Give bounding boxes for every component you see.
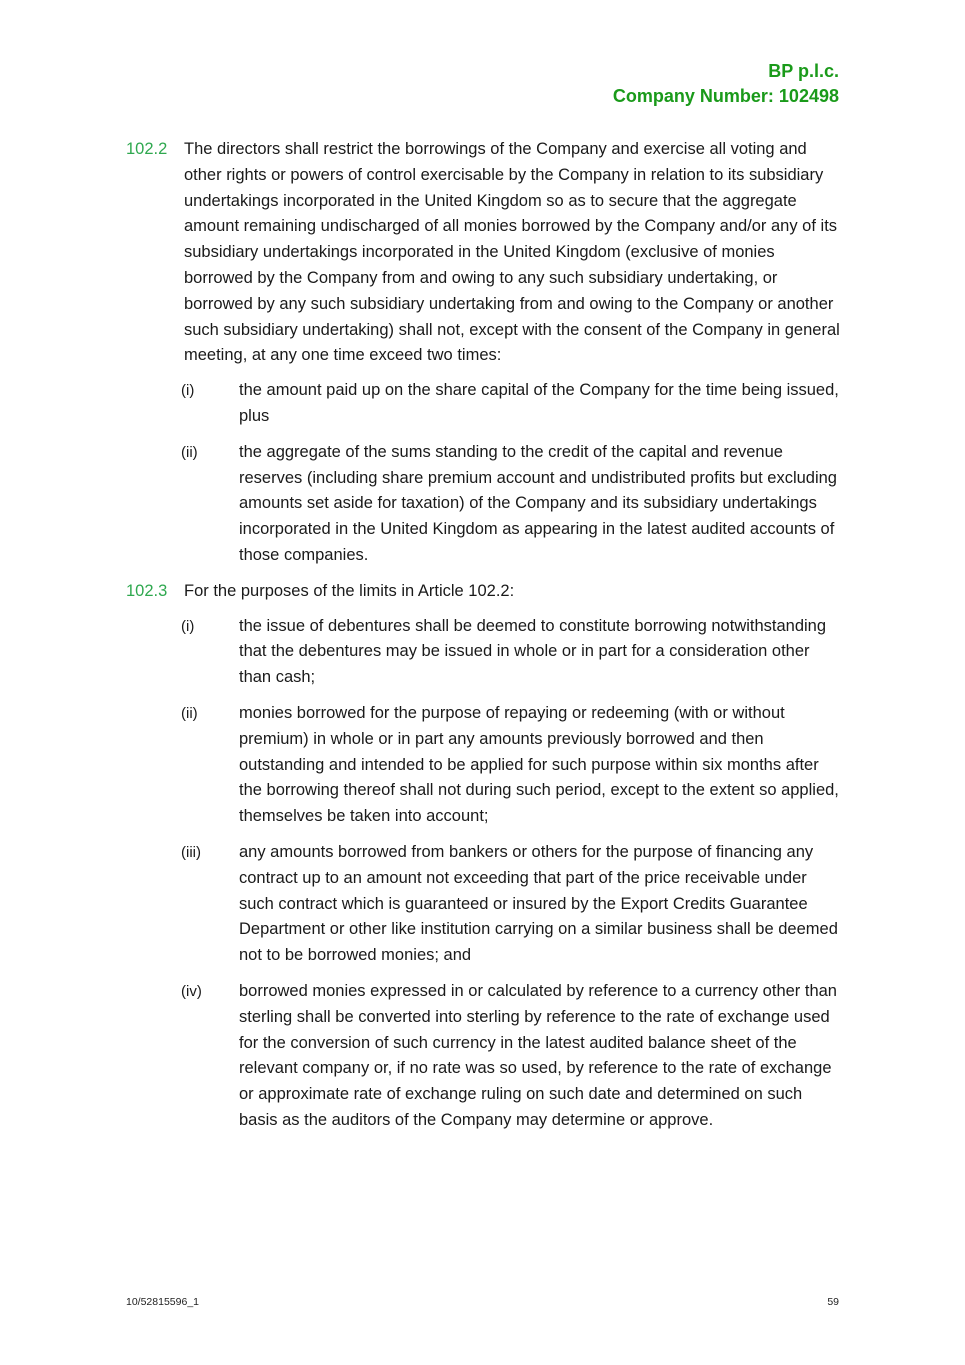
item-number: (ii)	[181, 443, 198, 461]
list-item	[126, 614, 844, 691]
clause-number: 102.2	[126, 140, 168, 158]
document-reference: 10/52815596_1	[126, 1296, 199, 1308]
item-text: the amount paid up on the share capital of the Company for the time being issued, plus	[239, 381, 839, 425]
clause-number: 102.3	[126, 581, 168, 600]
item-text: the issue of debentures shall be deemed to constitute borrowing notwithstanding that the debentures may be issued in whole or in part for a consideration other than cash;	[239, 616, 827, 687]
clause-text: The directors shall restrict the borrowings of the Company and exercise all voting and other rights or powers of control exercisable by the Company in relation to its subsidiary undertakings incorporated in the United Kingdom so as to secure that the aggregate amount remaining undischarged of all monies borrowed by the Company and/or any of its subsidiary undertakings incorporated in the United Kingdom (exclusive of monies borrowed by the Company from and owing to any such subsidiary undertaking, or borrowed by any such subsidiary undertaking from and owing to the Company or another such subsidiary undertaking) shall not, except with the consent of the Company in general meeting, at any one time exceed two times:	[184, 140, 840, 365]
company-number: Company Number: 102498	[612, 86, 839, 106]
item-text: monies borrowed for the purpose of repaying or redeeming (with or without premium) in whole or in part any amounts previously borrowed and then outstanding and intended to be applied for such purpose within six months after the borrowing thereof shall not during such period, except to the extent so applied, themselves be taken into account;	[239, 703, 839, 826]
item-number: (ii)	[181, 704, 198, 722]
clause-102-2	[126, 137, 844, 369]
list-item	[126, 979, 844, 1134]
company-name: BP p.l.c.	[768, 61, 839, 81]
item-number: (iii)	[181, 843, 201, 861]
item-text: borrowed monies expressed in or calculated by reference to a currency other than sterling shall be converted into sterling by reference to the rate of exchange used for the conversion of such currency in the latest audited balance sheet of the relevant company or, if no rate was so used, by reference to the rate of exchange or approximate rate of exchange ruling on such date and determined on such basis as the auditors of the Company may determine or approve.	[239, 981, 837, 1129]
clause-text: For the purposes of the limits in Article 102.2:	[184, 581, 515, 600]
list-item	[126, 378, 844, 430]
page-header	[613, 59, 839, 109]
item-number: (i)	[181, 382, 195, 400]
item-number: (i)	[181, 617, 195, 635]
list-item	[126, 840, 844, 969]
page-number: 59	[827, 1296, 839, 1308]
item-text: any amounts borrowed from bankers or others for the purpose of financing any contract up to an amount not exceeding that part of the price receivable under such contract which is guaranteed or insured by the Export Credits Guarantee Department or other like institution carrying on a similar business shall be deemed not to be borrowed monies; and	[239, 842, 838, 965]
item-number: (iv)	[181, 982, 202, 1000]
document-body	[126, 137, 844, 1144]
list-item	[126, 701, 844, 830]
list-item	[126, 440, 844, 569]
clause-102-3	[126, 579, 844, 605]
item-text: the aggregate of the sums standing to the credit of the capital and revenue reserves (including share premium account and undistributed profits but excluding amounts set aside for taxation) of the Company and its subsidiary undertakings incorporated in the United Kingdom as appearing in the latest audited accounts of those companies.	[239, 442, 837, 564]
